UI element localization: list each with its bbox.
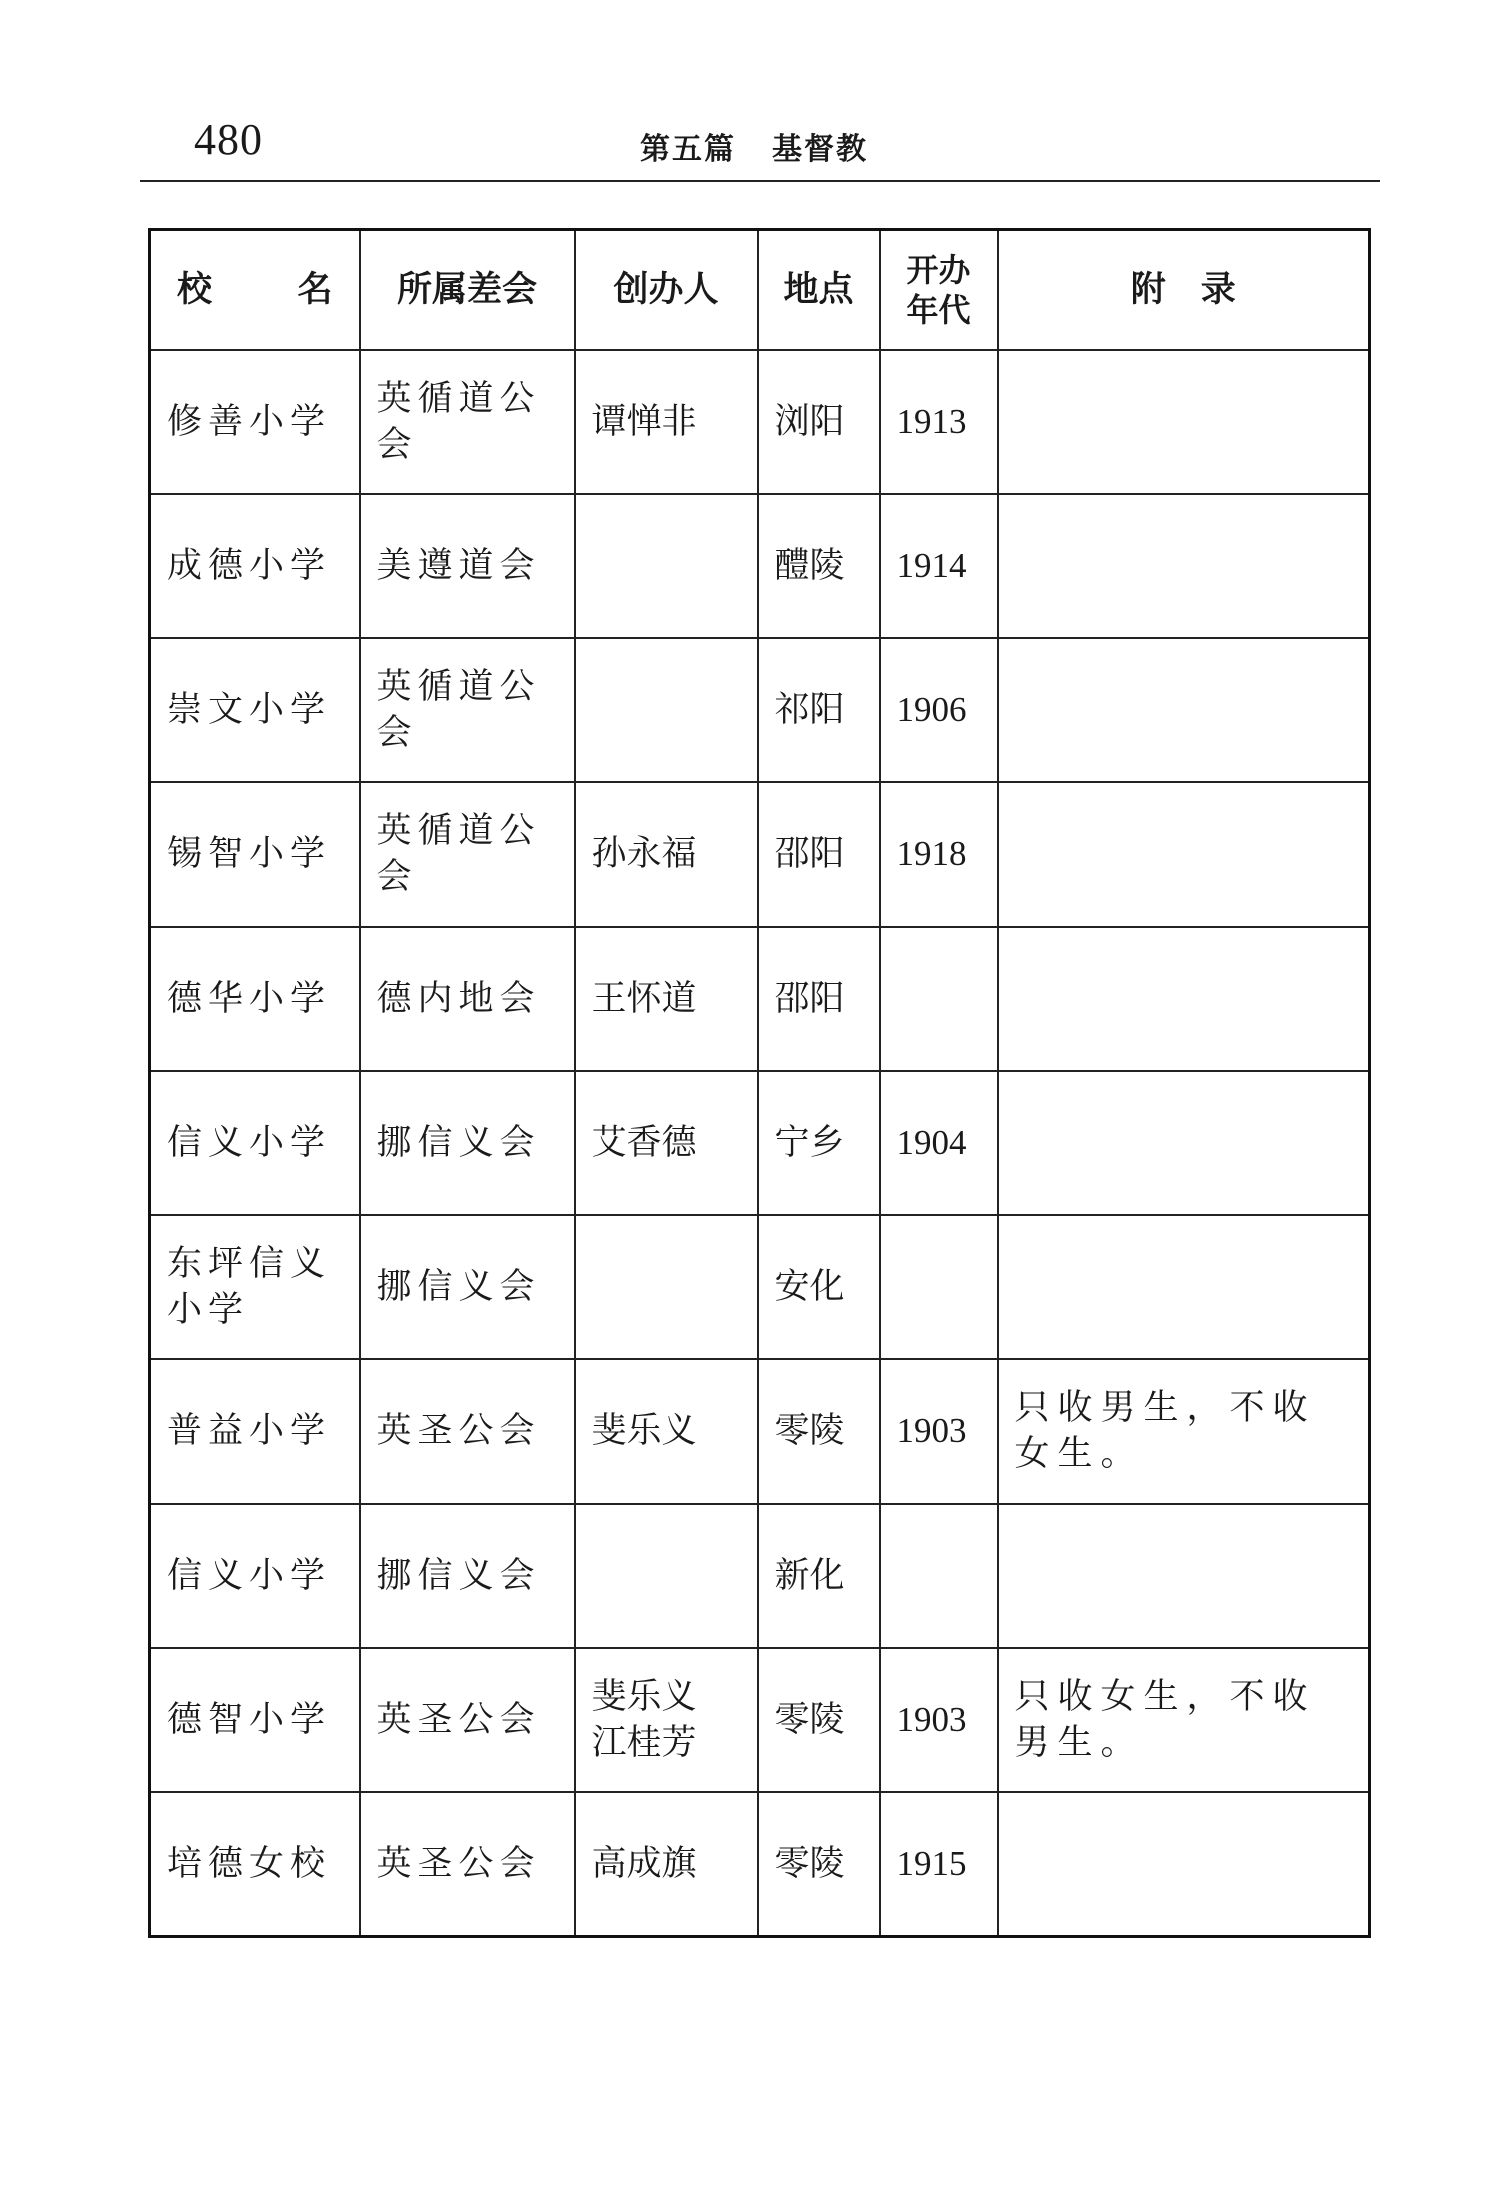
cell-school: 信义小学 — [150, 1504, 360, 1648]
table-row — [150, 1504, 1370, 1648]
cell-remark — [998, 1071, 1370, 1215]
running-head — [640, 124, 868, 168]
cell-place: 祁阳 — [758, 638, 880, 782]
cell-year — [880, 1504, 998, 1648]
cell-founder: 斐乐义 江桂芳 — [575, 1648, 758, 1792]
cell-school: 成德小学 — [150, 494, 360, 638]
cell-school: 修善小学 — [150, 350, 360, 494]
cell-mission: 英循道公会 — [360, 782, 575, 926]
header-rule — [140, 180, 1380, 182]
table-row — [150, 927, 1370, 1071]
cell-mission: 英圣公会 — [360, 1359, 575, 1503]
cell-place: 邵阳 — [758, 782, 880, 926]
cell-school: 培德女校 — [150, 1792, 360, 1936]
table-row — [150, 638, 1370, 782]
cell-place: 零陵 — [758, 1792, 880, 1936]
header-mission: 所属差会 — [360, 230, 575, 350]
cell-mission: 英圣公会 — [360, 1648, 575, 1792]
cell-school: 锡智小学 — [150, 782, 360, 926]
table-row — [150, 1792, 1370, 1936]
table-row — [150, 1215, 1370, 1359]
cell-place: 醴陵 — [758, 494, 880, 638]
cell-place: 新化 — [758, 1504, 880, 1648]
cell-school: 信义小学 — [150, 1071, 360, 1215]
cell-founder — [575, 1215, 758, 1359]
cell-mission: 挪信义会 — [360, 1215, 575, 1359]
cell-place: 安化 — [758, 1215, 880, 1359]
cell-mission: 英循道公会 — [360, 638, 575, 782]
cell-mission: 挪信义会 — [360, 1071, 575, 1215]
cell-school: 东坪信义小学 — [150, 1215, 360, 1359]
cell-school: 德智小学 — [150, 1648, 360, 1792]
cell-remark — [998, 350, 1370, 494]
cell-mission: 美遵道会 — [360, 494, 575, 638]
cell-year: 1914 — [880, 494, 998, 638]
cell-mission: 德内地会 — [360, 927, 575, 1071]
cell-year: 1904 — [880, 1071, 998, 1215]
schools-table — [148, 228, 1371, 1938]
cell-founder — [575, 638, 758, 782]
cell-year: 1903 — [880, 1359, 998, 1503]
cell-year: 1906 — [880, 638, 998, 782]
cell-place: 宁乡 — [758, 1071, 880, 1215]
running-head-title: 基督教 — [772, 132, 868, 167]
cell-place: 零陵 — [758, 1648, 880, 1792]
page-header — [140, 110, 1380, 180]
cell-founder — [575, 1504, 758, 1648]
cell-mission: 英圣公会 — [360, 1792, 575, 1936]
table-row — [150, 350, 1370, 494]
cell-remark — [998, 1504, 1370, 1648]
page-number: 480 — [194, 115, 263, 164]
cell-founder: 艾香德 — [575, 1071, 758, 1215]
cell-year: 1913 — [880, 350, 998, 494]
cell-remark — [998, 1792, 1370, 1936]
running-head-part: 第五篇 — [640, 132, 736, 167]
cell-remark — [998, 782, 1370, 926]
table-row — [150, 1648, 1370, 1792]
cell-founder: 谭惮非 — [575, 350, 758, 494]
table-row — [150, 494, 1370, 638]
header-school: 校 名 — [150, 230, 360, 350]
cell-founder: 孙永福 — [575, 782, 758, 926]
header-place: 地点 — [758, 230, 880, 350]
cell-school: 德华小学 — [150, 927, 360, 1071]
cell-remark: 只收女生，不收男生。 — [998, 1648, 1370, 1792]
table-row — [150, 1071, 1370, 1215]
cell-remark — [998, 1215, 1370, 1359]
table-body — [150, 350, 1370, 1937]
table-header-row — [150, 230, 1370, 350]
cell-remark — [998, 638, 1370, 782]
cell-remark — [998, 927, 1370, 1071]
header-founder: 创办人 — [575, 230, 758, 350]
cell-year: 1918 — [880, 782, 998, 926]
cell-mission: 英循道公会 — [360, 350, 575, 494]
header-year: 开办 年代 — [880, 230, 998, 350]
cell-founder: 王怀道 — [575, 927, 758, 1071]
cell-year — [880, 1215, 998, 1359]
table-row — [150, 1359, 1370, 1503]
cell-year: 1915 — [880, 1792, 998, 1936]
header-remark: 附 录 — [998, 230, 1370, 350]
cell-year — [880, 927, 998, 1071]
cell-place: 邵阳 — [758, 927, 880, 1071]
cell-remark — [998, 494, 1370, 638]
cell-founder: 高成旗 — [575, 1792, 758, 1936]
cell-year: 1903 — [880, 1648, 998, 1792]
cell-founder — [575, 494, 758, 638]
cell-mission: 挪信义会 — [360, 1504, 575, 1648]
cell-school: 崇文小学 — [150, 638, 360, 782]
cell-place: 浏阳 — [758, 350, 880, 494]
cell-founder: 斐乐义 — [575, 1359, 758, 1503]
cell-school: 普益小学 — [150, 1359, 360, 1503]
cell-remark: 只收男生，不收女生。 — [998, 1359, 1370, 1503]
cell-place: 零陵 — [758, 1359, 880, 1503]
table-row — [150, 782, 1370, 926]
